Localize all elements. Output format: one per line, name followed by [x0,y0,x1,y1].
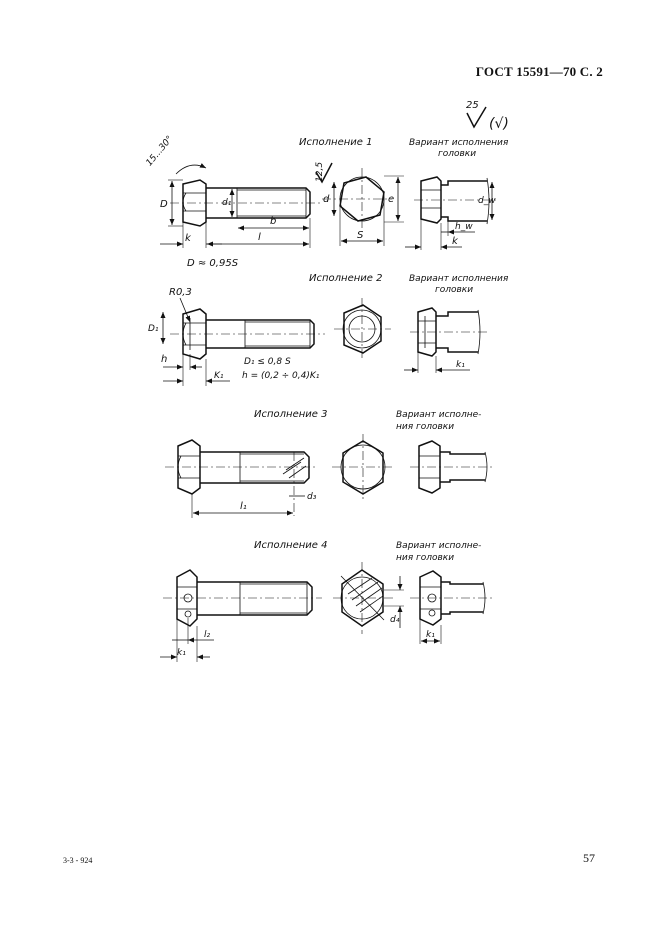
section-1 [144,134,508,269]
section-3-variant-line1: Вариант исполне- [396,410,482,420]
section-2-variant-line1: Вариант исполнения [409,274,509,284]
section-1-variant-line1: Вариант исполнения [409,138,509,148]
section-4-label: Исполнение 4 [254,540,328,551]
note-h: h = (0,2 ÷ 0,4)K₁ [242,371,320,381]
section-1-label: Исполнение 1 [299,137,373,148]
dim-R: R0,3 [169,287,192,298]
roughness-paren: (√) [489,116,509,132]
dim-l1: l₁ [240,501,247,512]
section-3-label: Исполнение 3 [254,409,328,420]
variant-head-2 [404,308,488,373]
variant-head-3 [410,441,494,493]
section-4 [160,540,492,662]
dim-d1: d₁ [222,198,232,208]
roughness-value: 25 [466,100,479,111]
section-4-variant-line2: ния головки [396,553,455,563]
dim-K1: K₁ [214,371,224,381]
dim-d4: d₄ [390,615,400,625]
section-3 [165,409,494,518]
bolt-side-view-1 [170,180,322,226]
dim-roughness-side: 12,5 [315,161,325,182]
dim-S: S [357,230,364,241]
section-1-variant-line2: головки [438,149,477,159]
page-header: ГОСТ 15591—70 С. 2 [475,64,603,79]
note-D: D ≈ 0,95S [187,258,239,269]
section-2 [148,273,509,386]
bolt-side-view-2 [170,309,325,359]
hex-view-4 [333,562,404,634]
section-2-variant-line2: головки [435,285,474,295]
variant-head-1 [405,177,496,250]
dim-h: h [161,354,168,365]
dim-k1: k₁ [177,648,186,658]
dim-d: d [323,194,330,205]
roughness-symbol [466,100,509,132]
dim-D1: D₁ [148,324,159,334]
section-2-label: Исполнение 2 [309,273,383,284]
section-3-variant-line2: ния головки [396,422,455,432]
section-4-variant-line1: Вариант исполне- [396,541,482,551]
bolt-side-view-4 [163,570,322,626]
dim-k1-variant-4: k₁ [426,630,435,640]
hex-view-2 [334,298,391,360]
dim-l: l [258,232,261,243]
dim-b: b [270,216,277,227]
dim-angle: 15...30° [144,134,176,169]
dim-k-variant: k [452,236,458,247]
dim-dw: d_w [478,196,496,206]
dim-hw: h_w [455,222,473,232]
dim-d3: d₃ [307,492,317,502]
dim-l2: l₂ [204,630,211,640]
dim-e: e [388,194,395,205]
variant-head-4 [410,571,492,644]
dim-k1-variant: k₁ [456,360,465,370]
hex-view-3 [332,434,394,502]
footer-code: 3-3 - 924 [63,856,93,865]
dim-D: D [160,199,168,210]
dim-k: k [185,233,191,244]
page-number: 57 [583,851,595,865]
note-D1: D₁ ≤ 0,8 S [244,357,291,367]
hex-view-1 [315,162,404,246]
